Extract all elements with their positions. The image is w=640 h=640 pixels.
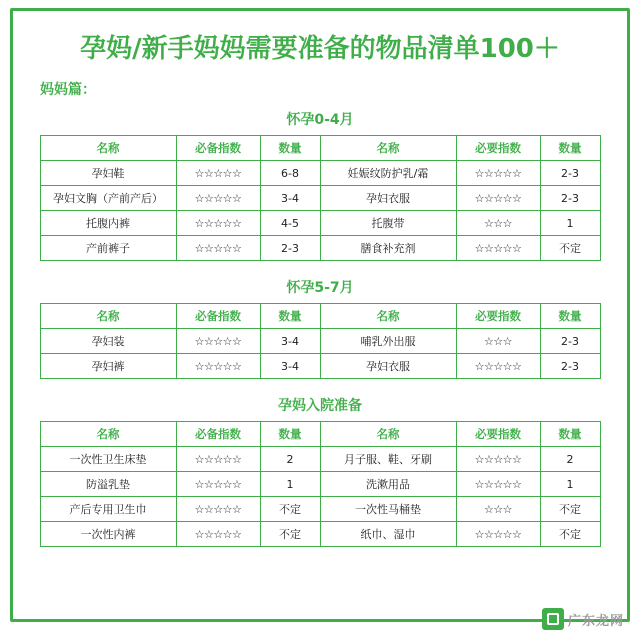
cell-quantity: 不定 — [540, 497, 600, 522]
cell-rating: ☆☆☆ — [456, 497, 540, 522]
cell-quantity: 不定 — [260, 522, 320, 547]
cell-rating: ☆☆☆☆☆ — [456, 236, 540, 261]
cell-item-name: 孕妇衣服 — [320, 186, 456, 211]
cell-rating: ☆☆☆☆☆ — [176, 497, 260, 522]
cell-quantity: 不定 — [540, 236, 600, 261]
cell-item-name: 纸巾、湿巾 — [320, 522, 456, 547]
cell-rating: ☆☆☆☆☆ — [456, 472, 540, 497]
cell-item-name: 洗漱用品 — [320, 472, 456, 497]
document-content — [12, 10, 628, 547]
cell-quantity: 6-8 — [260, 161, 320, 186]
column-header: 名称 — [40, 304, 176, 329]
logo-icon — [542, 608, 564, 630]
cell-quantity: 2-3 — [540, 186, 600, 211]
table-0 — [40, 135, 601, 261]
column-header: 名称 — [320, 136, 456, 161]
column-header: 数量 — [260, 136, 320, 161]
cell-quantity: 1 — [540, 211, 600, 236]
table-row — [40, 522, 600, 547]
cell-item-name: 孕妇装 — [40, 329, 176, 354]
column-header: 名称 — [320, 422, 456, 447]
cell-quantity: 2-3 — [540, 354, 600, 379]
cell-quantity: 3-4 — [260, 354, 320, 379]
table-row — [40, 186, 600, 211]
cell-rating: ☆☆☆☆☆ — [456, 186, 540, 211]
cell-item-name: 一次性卫生床垫 — [40, 447, 176, 472]
cell-item-name: 防溢乳垫 — [40, 472, 176, 497]
watermark — [542, 608, 624, 630]
table-title-1: 怀孕5-7月 — [286, 280, 354, 296]
cell-quantity: 2 — [540, 447, 600, 472]
cell-rating: ☆☆☆ — [456, 211, 540, 236]
column-header: 必要指数 — [456, 136, 540, 161]
cell-quantity: 不定 — [260, 497, 320, 522]
cell-item-name: 产前裤子 — [40, 236, 176, 261]
cell-item-name: 妊娠纹防护乳/霜 — [320, 161, 456, 186]
table-1 — [40, 303, 601, 379]
section-label: 妈妈篇： — [40, 82, 96, 98]
table-row — [40, 497, 600, 522]
cell-rating: ☆☆☆☆☆ — [176, 472, 260, 497]
cell-quantity: 2-3 — [260, 236, 320, 261]
table-row — [40, 472, 600, 497]
cell-rating: ☆☆☆☆☆ — [176, 186, 260, 211]
cell-rating: ☆☆☆☆☆ — [176, 236, 260, 261]
table-row — [40, 329, 600, 354]
column-header: 数量 — [540, 422, 600, 447]
table-2 — [40, 421, 601, 547]
cell-item-name: 一次性马桶垫 — [320, 497, 456, 522]
column-header: 必备指数 — [176, 136, 260, 161]
column-header: 名称 — [40, 422, 176, 447]
cell-item-name: 一次性内裤 — [40, 522, 176, 547]
cell-rating: ☆☆☆☆☆ — [176, 354, 260, 379]
cell-item-name: 孕妇鞋 — [40, 161, 176, 186]
column-header: 必要指数 — [456, 304, 540, 329]
cell-rating: ☆☆☆☆☆ — [176, 447, 260, 472]
cell-quantity: 3-4 — [260, 329, 320, 354]
table-row — [40, 354, 600, 379]
cell-rating: ☆☆☆☆☆ — [176, 329, 260, 354]
cell-item-name: 哺乳外出服 — [320, 329, 456, 354]
cell-quantity: 3-4 — [260, 186, 320, 211]
cell-item-name: 孕妇文胸（产前产后） — [40, 186, 176, 211]
cell-quantity: 2-3 — [540, 329, 600, 354]
table-title-2: 孕妈入院准备 — [278, 398, 362, 414]
cell-rating: ☆☆☆☆☆ — [456, 447, 540, 472]
cell-quantity: 不定 — [540, 522, 600, 547]
column-header: 数量 — [260, 304, 320, 329]
cell-item-name: 膳食补充剂 — [320, 236, 456, 261]
table-header-row — [40, 304, 600, 329]
cell-quantity: 1 — [540, 472, 600, 497]
cell-rating: ☆☆☆☆☆ — [456, 522, 540, 547]
table-title-0: 怀孕0-4月 — [286, 112, 354, 128]
cell-quantity: 2-3 — [540, 161, 600, 186]
watermark-label: 广东龙网 — [567, 613, 624, 629]
cell-rating: ☆☆☆ — [456, 329, 540, 354]
table-row — [40, 236, 600, 261]
cell-item-name: 孕妇衣服 — [320, 354, 456, 379]
column-header: 数量 — [260, 422, 320, 447]
cell-item-name: 孕妇裤 — [40, 354, 176, 379]
cell-item-name: 产后专用卫生巾 — [40, 497, 176, 522]
column-header: 必备指数 — [176, 304, 260, 329]
column-header: 必要指数 — [456, 422, 540, 447]
cell-quantity: 4-5 — [260, 211, 320, 236]
column-header: 必备指数 — [176, 422, 260, 447]
column-header: 数量 — [540, 304, 600, 329]
cell-rating: ☆☆☆☆☆ — [176, 522, 260, 547]
cell-quantity: 1 — [260, 472, 320, 497]
column-header: 数量 — [540, 136, 600, 161]
cell-rating: ☆☆☆☆☆ — [176, 161, 260, 186]
page-title: 孕妈/新手妈妈需要准备的物品清单100＋ — [80, 34, 560, 64]
cell-quantity: 2 — [260, 447, 320, 472]
column-header: 名称 — [40, 136, 176, 161]
cell-item-name: 月子服、鞋、牙刷 — [320, 447, 456, 472]
table-header-row — [40, 136, 600, 161]
table-header-row — [40, 422, 600, 447]
cell-rating: ☆☆☆☆☆ — [176, 211, 260, 236]
table-row — [40, 447, 600, 472]
cell-rating: ☆☆☆☆☆ — [456, 354, 540, 379]
cell-item-name: 托腹内裤 — [40, 211, 176, 236]
column-header: 名称 — [320, 304, 456, 329]
table-row — [40, 211, 600, 236]
cell-item-name: 托腹带 — [320, 211, 456, 236]
cell-rating: ☆☆☆☆☆ — [456, 161, 540, 186]
table-row — [40, 161, 600, 186]
